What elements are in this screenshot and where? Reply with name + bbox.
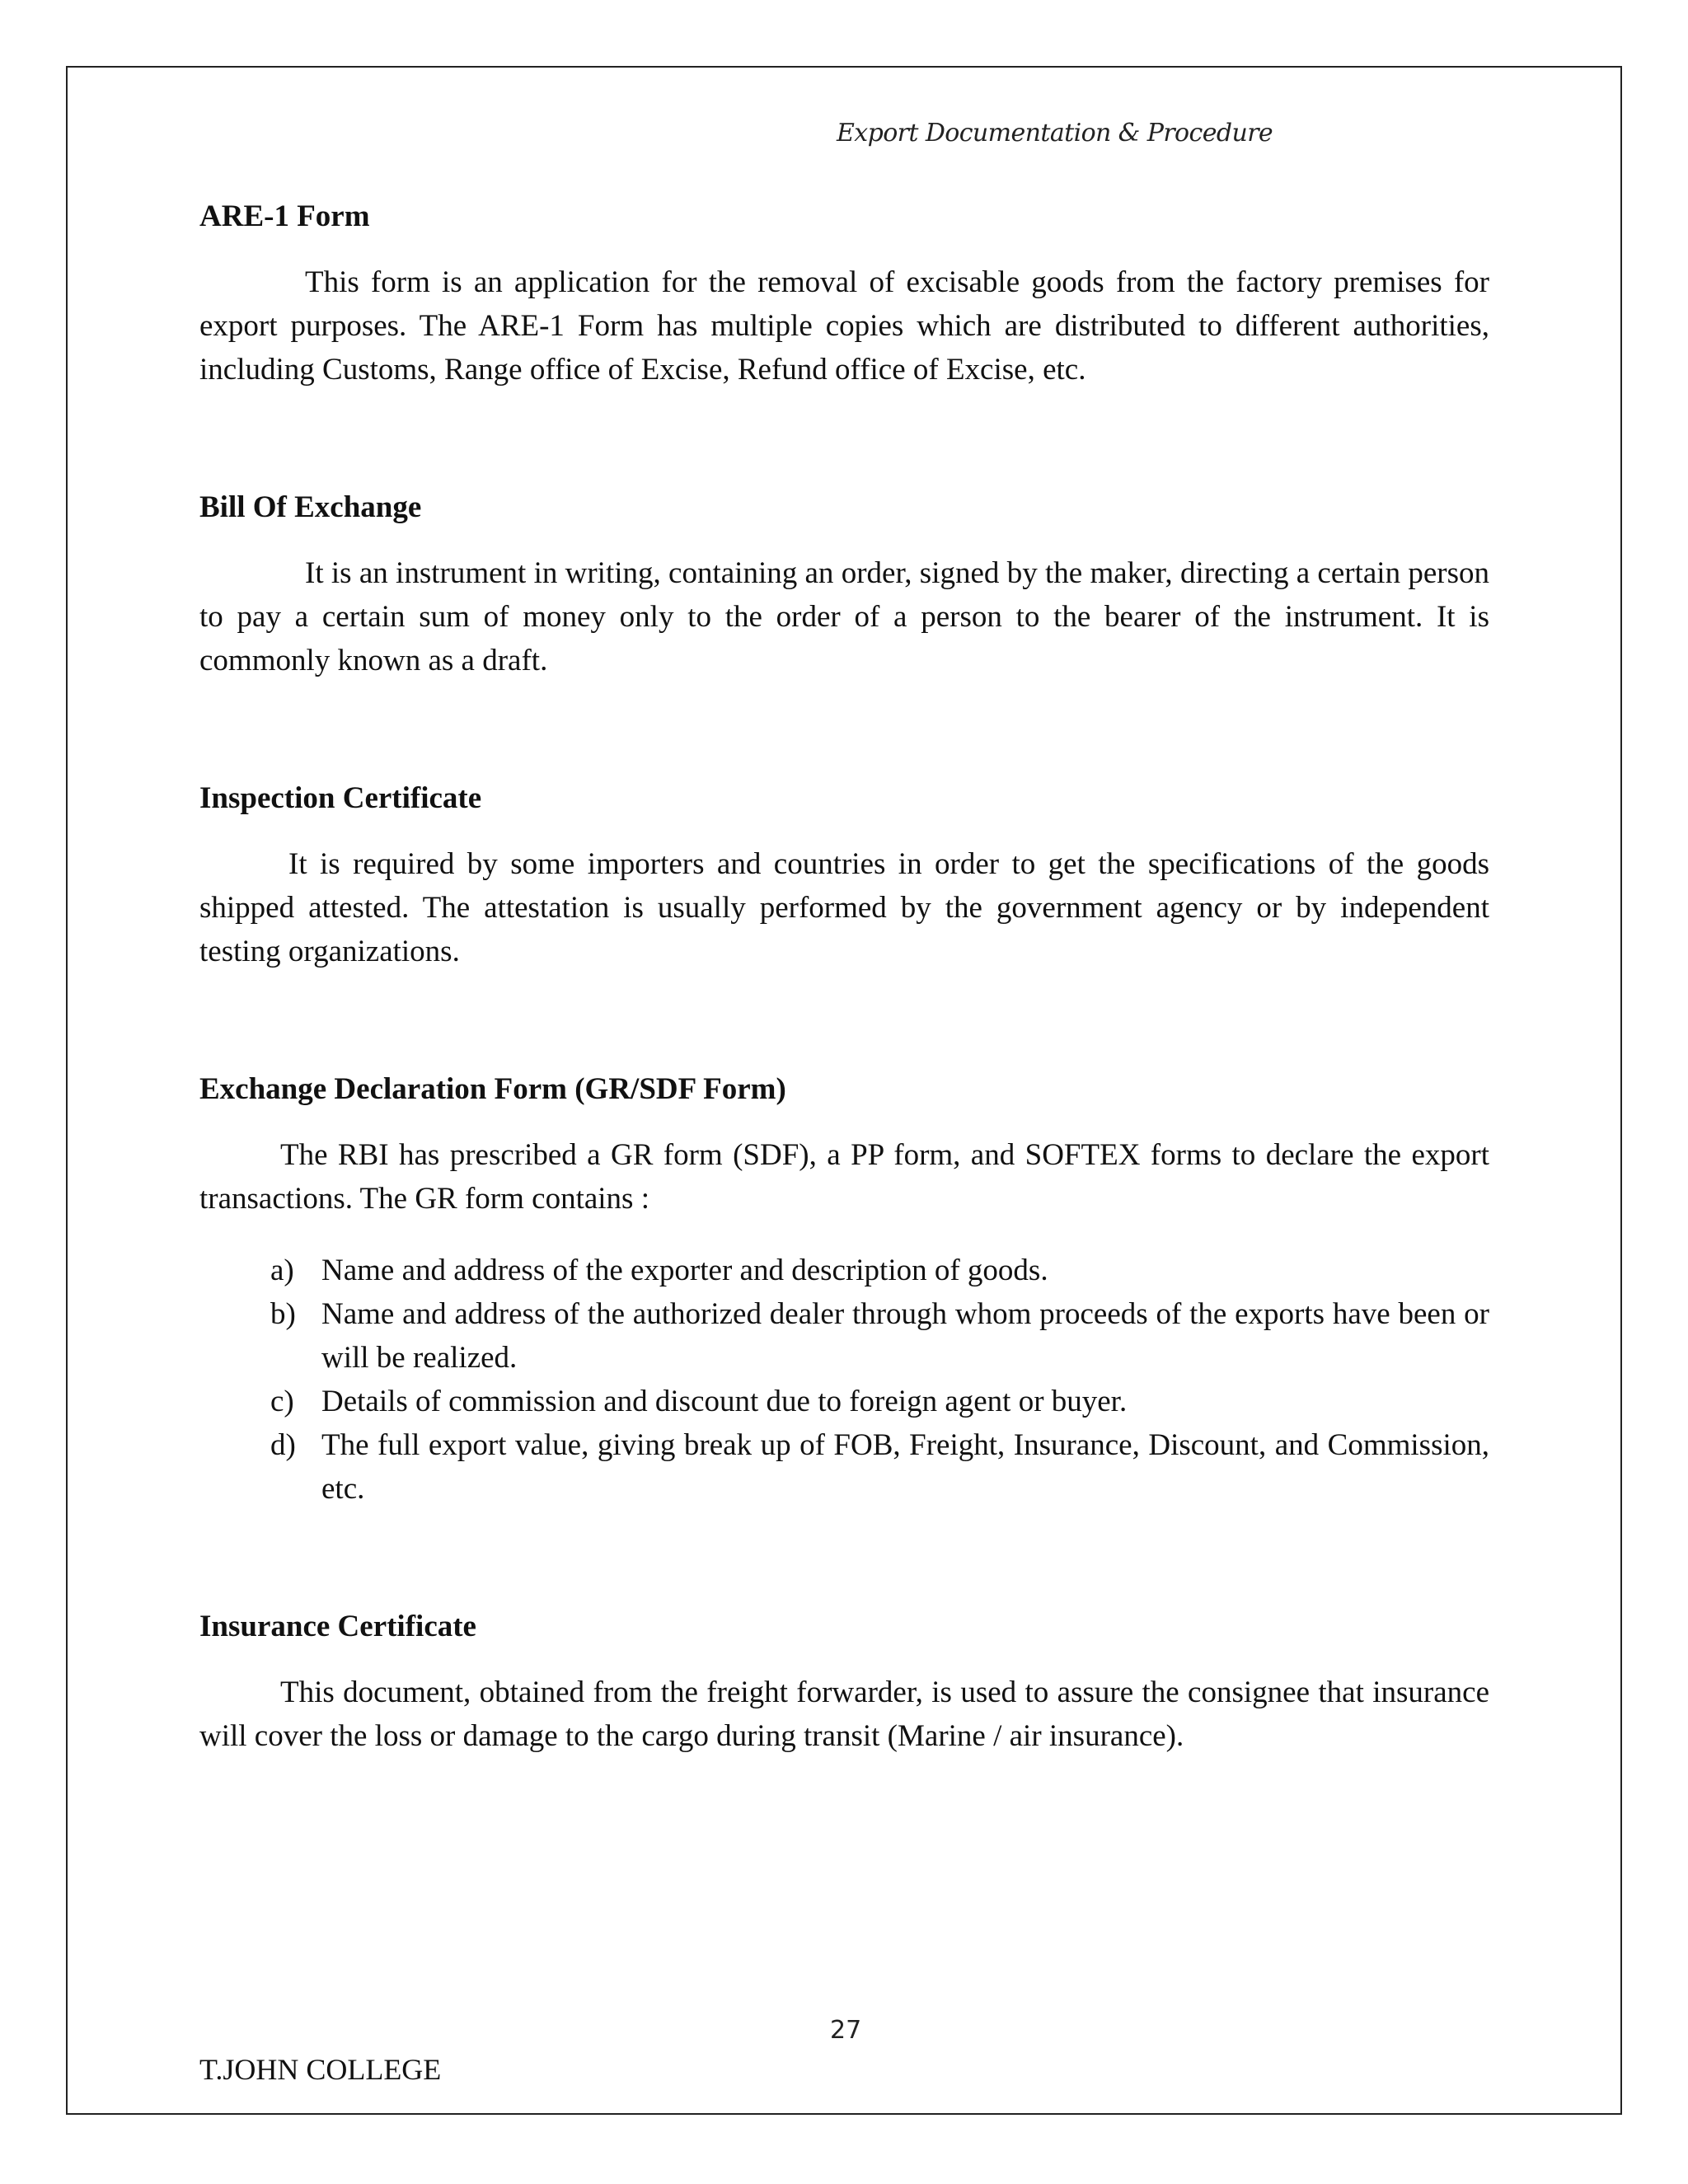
section-heading: Inspection Certificate — [199, 781, 482, 815]
section-paragraph: This document, obtained from the freight forwarder, is used to assure the consignee that insurance will cover the loss or damage to the cargo during transit (Marine / air insurance). — [199, 1675, 1489, 1753]
document-body — [199, 198, 1489, 1758]
section-spacer — [199, 391, 1489, 489]
section-heading: Exchange Declaration Form (GR/SDF Form) — [199, 1072, 786, 1106]
section-are1-form — [199, 198, 1489, 391]
page-number: 27 — [830, 2016, 862, 2045]
list-item-text: Name and address of the authorized dealer through whom proceeds of the exports have been or will be realized. — [321, 1297, 1489, 1375]
list-item-text: Name and address of the exporter and description of goods. — [321, 1254, 1048, 1287]
running-header: Export Documentation & Procedure — [837, 119, 1273, 148]
list-marker: b) — [270, 1297, 296, 1331]
section-heading: Insurance Certificate — [199, 1610, 476, 1643]
gr-form-contents-list — [199, 1249, 1489, 1511]
section-bill-of-exchange — [199, 489, 1489, 682]
section-spacer — [199, 682, 1489, 780]
list-marker: c) — [270, 1385, 294, 1418]
section-heading: ARE-1 Form — [199, 199, 370, 233]
section-paragraph: This form is an application for the removal of excisable goods from the factory premises for export purposes. The ARE-1 Form has multiple copies which are distributed to different authorities, including Customs, Range office of Excise, Refund office of Excise, etc. — [199, 265, 1489, 387]
list-marker: d) — [270, 1428, 296, 1462]
section-insurance-certificate — [199, 1608, 1489, 1758]
section-heading: Bill Of Exchange — [199, 490, 422, 524]
list-item-text: Details of commission and discount due to foreign agent or buyer. — [321, 1385, 1128, 1418]
section-paragraph: It is required by some importers and countries in order to get the specifications of the goods shipped attested. The attestation is usually performed by the government agency or by independent testing organizations. — [199, 847, 1489, 968]
section-exchange-declaration-form — [199, 1071, 1489, 1511]
footer-college-name: T.JOHN COLLEGE — [199, 2053, 442, 2086]
section-paragraph: It is an instrument in writing, containing an order, signed by the maker, directing a certain person to pay a certain sum of money only to the order of a person to the bearer of the instrument. It is commonly known as a draft. — [199, 556, 1489, 677]
section-paragraph: The RBI has prescribed a GR form (SDF), a PP form, and SOFTEX forms to declare the export transactions. The GR form contains : — [199, 1138, 1489, 1216]
list-item — [199, 1249, 1489, 1292]
list-item — [199, 1292, 1489, 1380]
section-spacer — [199, 973, 1489, 1071]
list-item — [199, 1380, 1489, 1423]
list-item-text: The full export value, giving break up of FOB, Freight, Insurance, Discount, and Commission, etc. — [321, 1428, 1489, 1506]
list-marker: a) — [270, 1254, 294, 1287]
list-item — [199, 1423, 1489, 1511]
section-inspection-certificate — [199, 780, 1489, 973]
section-spacer — [199, 1511, 1489, 1608]
